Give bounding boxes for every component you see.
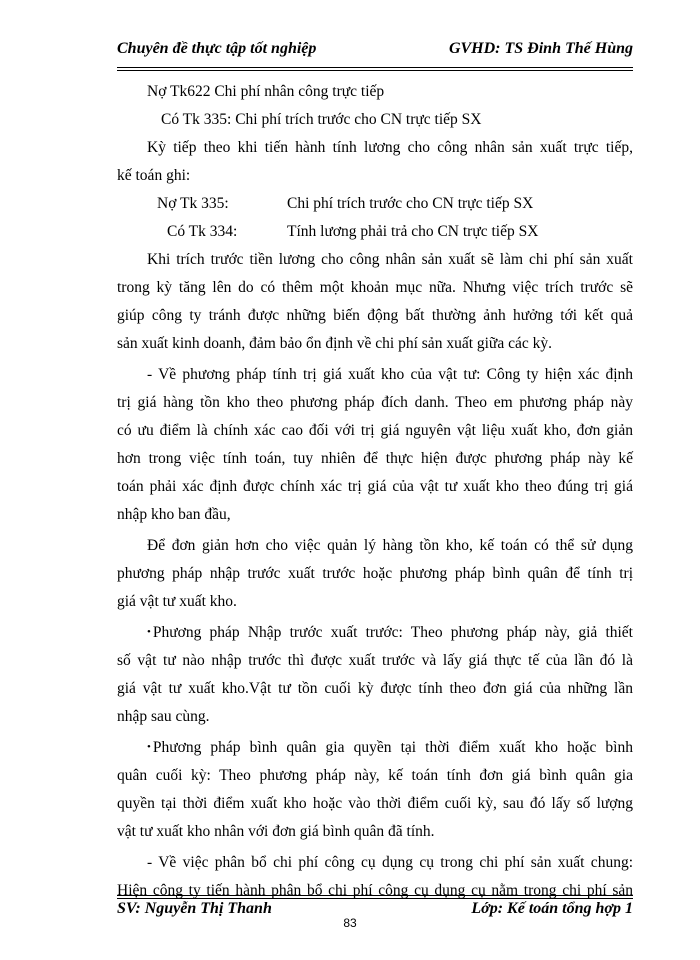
text-line: Khi trích trước tiền lương cho công nhân sản xuất sẽ làm chi phí sản xuất [147, 251, 633, 268]
page-number: 83 [343, 916, 357, 930]
text-line: kế toán ghi: [117, 167, 191, 184]
text-line: trong kỳ tăng lên do có thêm một khoản mục nữa. Nhưng việc trích trước sẽ [117, 279, 633, 296]
entry-description: Tính lương phải trả cho CN trực tiếp SX [287, 223, 539, 240]
footer-class: Lớp: Kế toán tổng hợp 1 [471, 900, 633, 917]
text-line: giúp công ty tránh được những biến động bất thường ảnh hưởng tới kết quả [117, 307, 633, 324]
bullet-text: Phương pháp bình quân gia quyền tại thời điểm xuất kho hoặc bình [152, 739, 633, 756]
header-divider [117, 67, 633, 71]
entry-debit-622: Nợ Tk622 Chi phí nhân công trực tiếp [147, 83, 385, 100]
bullet-icon: • [147, 626, 151, 638]
bullet-item [117, 734, 633, 762]
text-line: quân cuối kỳ: Theo phương pháp này, kế toán tính đơn giá bình quân gia [117, 767, 633, 784]
text-line: phương pháp nhập trước xuất trước hoặc phương pháp bình quân để tính trị [117, 565, 633, 582]
text-line: Hiện công ty tiến hành phân bổ chi phí công cụ dụng cụ nằm trong chi phí sản [117, 882, 633, 899]
text-line: có ưu điểm là chính xác cao đối với trị giá nguyên vật liệu xuất kho, đơn giản [117, 422, 633, 439]
text-line: toán phải xác định được chính xác trị giá của vật tư xuất kho theo đúng trị giá [117, 478, 633, 495]
text-line: sản xuất kinh doanh, đảm bảo ổn định về chi phí sản xuất giữa các kỳ. [117, 335, 552, 352]
bullet-item [117, 619, 633, 647]
bullet-icon: • [147, 741, 151, 753]
text-line: giá vật tư xuất kho. [117, 593, 237, 610]
text-line: nhập sau cùng. [117, 708, 210, 725]
text-line: - Về việc phân bổ chi phí công cụ dụng cụ trong chi phí sản xuất chung: [147, 854, 633, 871]
entry-credit-335: Có Tk 335: Chi phí trích trước cho CN trực tiếp SX [161, 111, 482, 128]
text-line: số vật tư nào nhập trước thì được xuất trước và lấy giá thực tế của lần đó là [117, 652, 633, 669]
text-line: quyền tại thời điểm xuất kho hoặc vào thời điểm cuối kỳ, sau đó lấy số lượng [117, 795, 633, 812]
entry-account: Nợ Tk 335: [157, 195, 229, 212]
text-line: Kỳ tiếp theo khi tiến hành tính lương cho công nhân sản xuất trực tiếp, [147, 139, 633, 156]
header-advisor: GVHD: TS Đinh Thế Hùng [448, 40, 633, 57]
entry-description: Chi phí trích trước cho CN trực tiếp SX [287, 195, 534, 212]
text-line: Để đơn giản hơn cho việc quản lý hàng tồn kho, kế toán có thể sử dụng [147, 537, 633, 554]
document-body [117, 78, 633, 905]
text-line: hơn trong việc tính toán, tuy nhiên để thực hiện được phương pháp này kế [117, 450, 633, 467]
journal-entry-credit [117, 218, 633, 246]
journal-entry-debit [117, 190, 633, 218]
text-line: vật tư xuất kho nhân với đơn giá bình quân đã tính. [117, 823, 435, 840]
text-line: giá vật tư xuất kho.Vật tư tồn cuối kỳ được tính theo đơn giá của những lần [117, 680, 633, 697]
text-line: - Về phương pháp tính trị giá xuất kho của vật tư: Công ty hiện xác định [147, 366, 633, 383]
header-title: Chuyên đề thực tập tốt nghiệp [117, 40, 317, 57]
footer-divider [117, 895, 633, 899]
text-line: nhập kho ban đầu, [117, 506, 231, 523]
page-header [117, 40, 633, 64]
bullet-text: Phương pháp Nhập trước xuất trước: Theo phương pháp này, giả thiết [152, 624, 633, 641]
footer-student: SV: Nguyễn Thị Thanh [117, 900, 272, 917]
text-line: trị giá hàng tồn kho theo phương pháp đích danh. Theo em phương pháp này [117, 394, 633, 411]
entry-account: Có Tk 334: [167, 223, 238, 240]
